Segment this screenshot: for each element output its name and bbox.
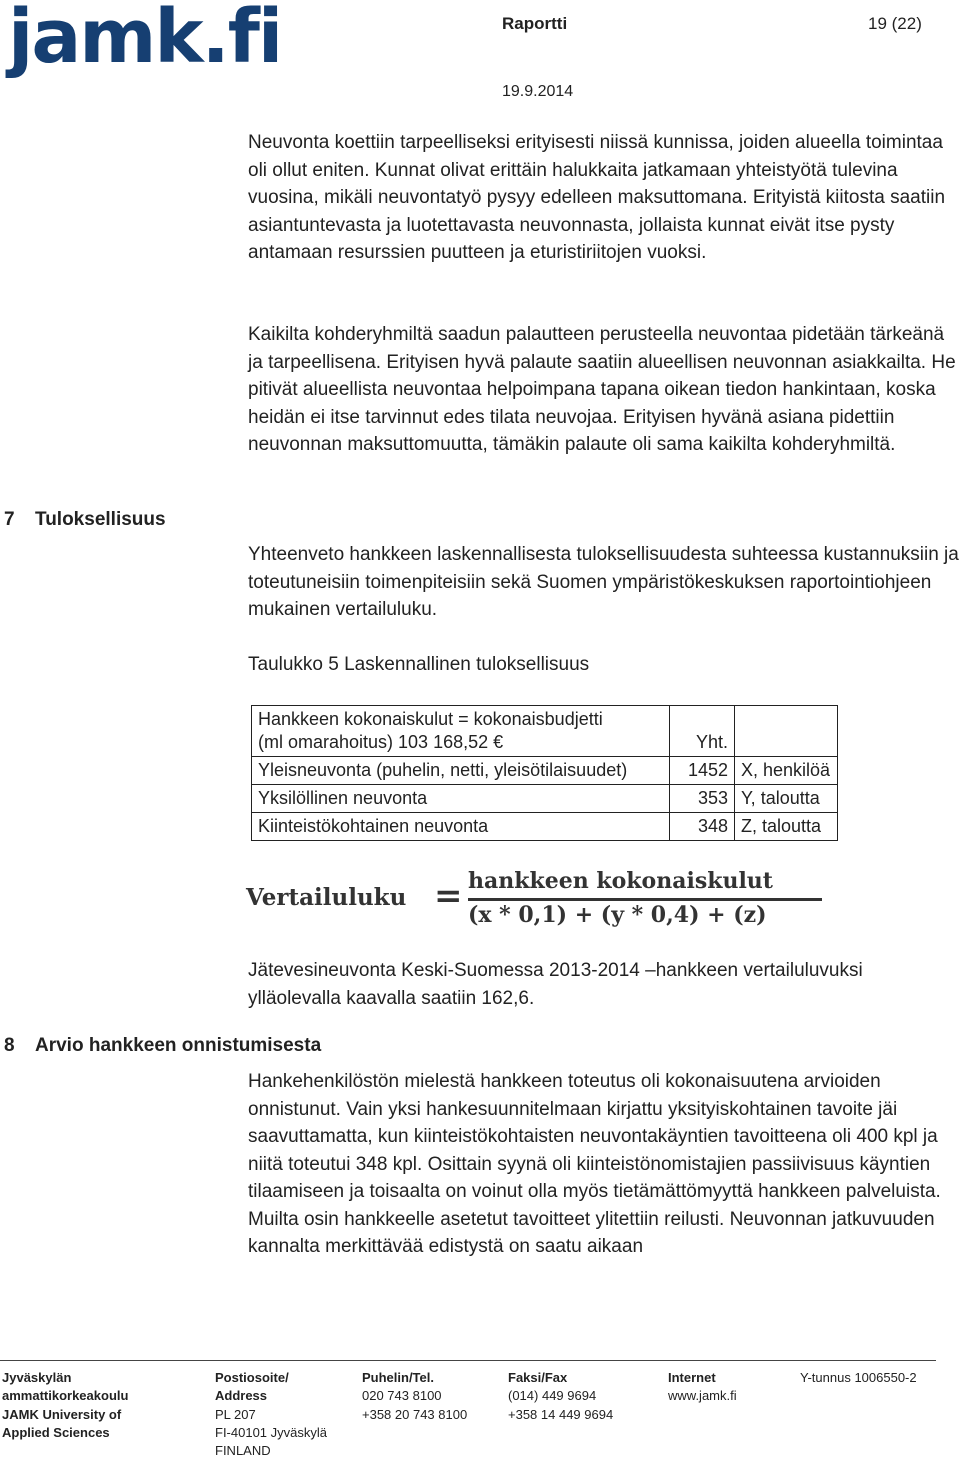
table-cell: 348	[670, 813, 735, 841]
table-cell: Y, taloutta	[735, 785, 838, 813]
table-cell: Kiinteistökohtainen neuvonta	[252, 813, 670, 841]
fraction-bar	[468, 898, 822, 901]
table-cell: Yleisneuvonta (puhelin, netti, yleisötilaisuudet)	[252, 757, 670, 785]
table-cell: X, henkilöä	[735, 757, 838, 785]
paragraph-evaluation: Hankehenkilöstön mielestä hankkeen toteutus oli kokonaisuutena arvioiden onnistunut. Vain yksi hankesuunnitelmaan kirjattu yksityiskohtainen tavoite jäi saavuttamatta, kun kiinteistökohtaisten neuvontakäyntien tavoitteena oli 400 kpl ja niitä toteutui 348 kpl. Osittain syynä oli kiinteistönomistajien passiivisuus käyntien tilaamiseen ja toisaalta on voinut olla myös tietämättömyyttä hankkeen palveluista. Muilta osin hankkeelle asetetut tavoitteet ylitettiin reilusti. Neuvonnan jatkuvuuden kannalta merkittävää edistystä on saatu aikaan	[248, 1071, 941, 1257]
table-cell: Yht.	[670, 706, 735, 757]
document-date: 19.9.2014	[502, 83, 574, 100]
table-row	[252, 706, 838, 757]
formula-label: Vertailuluku	[246, 884, 407, 911]
footer-institution: Jyväskylän ammattikorkeakoulu JAMK University of Applied Sciences	[2, 1370, 129, 1440]
formula-numerator: hankkeen kokonaiskulut	[468, 868, 773, 894]
formula-denominator: (x * 0,1) + (y * 0,4) + (z)	[468, 902, 767, 928]
section-number: 7	[4, 509, 15, 530]
paragraph-advice-need: Neuvonta koettiin tarpeelliseksi erityisesti niissä kunnissa, joiden alueella toimintaa oli ollut eniten. Kunnat olivat erittäin halukkaita jatkamaan yhteistyötä tulevina vuosina, mikäli neuvontatyö pysyy edelleen maksuttomana. Erityistä kiitosta saatiin asiantuntevasta ja luotettavasta neuvonnasta, jollaista kunnat eivät itse pysty antamaan resurssien puutteen ja eturistiriitojen vuoksi.	[248, 132, 946, 263]
page-number: 19 (22)	[868, 14, 922, 33]
website-link[interactable]: www.jamk.fi	[668, 1388, 737, 1404]
section-heading-8	[4, 1035, 321, 1057]
paragraph-summary: Yhteenveto hankkeen laskennallisesta tuloksellisuudesta suhteessa kustannuksiin ja toteutuneisiin toimenpiteisiin sekä Suomen ympäristökeskuksen raportointiohjeen mukainen vertailuluku.	[248, 544, 959, 620]
section-heading-7	[4, 509, 166, 531]
footer-address: Postiosoite/ Address PL 207 FI-40101 Jyväskylä FINLAND	[215, 1370, 327, 1459]
footer-business-id: Y-tunnus 1006550-2	[800, 1370, 917, 1385]
comparison-formula	[246, 866, 826, 932]
paragraph-result: Jätevesineuvonta Keski-Suomessa 2013-2014 –hankkeen vertailuluvuksi ylläolevalla kaavalla saatiin 162,6.	[248, 960, 863, 1009]
table-cell: 1452	[670, 757, 735, 785]
table-caption: Taulukko 5 Laskennallinen tuloksellisuus	[248, 654, 590, 675]
document-type: Raportti	[502, 14, 568, 33]
table-row	[252, 813, 838, 841]
formula-equals: =	[434, 876, 463, 916]
paragraph-feedback: Kaikilta kohderyhmiltä saadun palautteen perusteella neuvontaa pidetään tärkeänä ja tarpeellisena. Erityisen hyvä palaute saatiin alueellisen neuvonnan asiakkailta. He pitivät alueellista neuvontaa helpoimpana tapana oikean tiedon hankintaan, koska heidän ei itse tarvinnut edes tilata neuvojaa. Erityisen hyvänä asiana pidettiin neuvonnan maksuttomuutta, tämäkin palaute oli sama kaikilta kohderyhmiltä.	[248, 324, 956, 455]
table-cell: Yksilöllinen neuvonta	[252, 785, 670, 813]
table-cell: Z, taloutta	[735, 813, 838, 841]
results-table	[251, 705, 838, 841]
jamk-logo: jamk.fi	[8, 0, 282, 80]
table-cell: 353	[670, 785, 735, 813]
footer-divider	[0, 1360, 936, 1361]
footer-internet: Internet www.jamk.fi	[668, 1369, 737, 1406]
table-cell	[735, 706, 838, 757]
table-cell: Hankkeen kokonaiskulut = kokonaisbudjetti (ml omarahoitus) 103 168,52 €	[252, 706, 670, 757]
section-title: Arvio hankkeen onnistumisesta	[35, 1035, 322, 1056]
section-title: Tuloksellisuus	[35, 509, 166, 530]
table-row	[252, 757, 838, 785]
table-row	[252, 785, 838, 813]
footer-fax: Faksi/Fax (014) 449 9694 +358 14 449 9694	[508, 1370, 614, 1422]
section-number: 8	[4, 1035, 15, 1056]
footer-phone: Puhelin/Tel. 020 743 8100 +358 20 743 8100	[362, 1370, 468, 1422]
